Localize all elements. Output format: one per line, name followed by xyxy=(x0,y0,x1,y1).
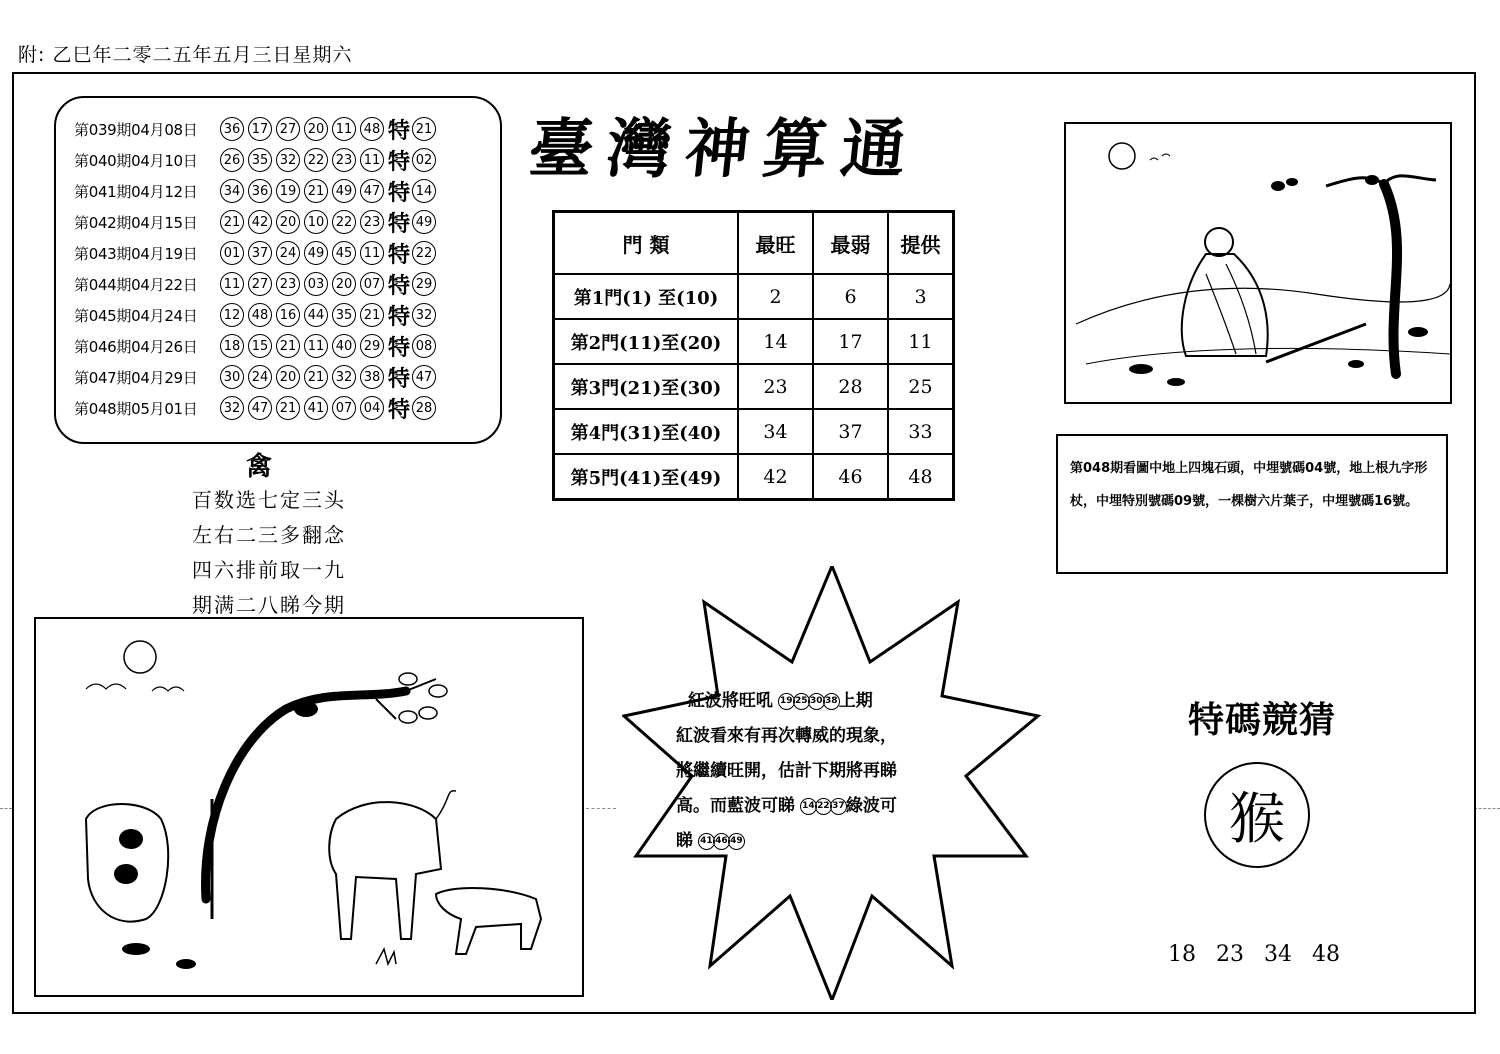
number-ball: 18 xyxy=(220,334,244,358)
result-row xyxy=(74,240,440,266)
special-ball: 02 xyxy=(412,148,436,172)
gate-strongest: 23 xyxy=(738,364,813,409)
draw-label: 第043期04月19日 xyxy=(74,244,198,263)
number-ball: 07 xyxy=(332,396,356,420)
special-ball: 14 xyxy=(412,179,436,203)
special-label: 特 xyxy=(388,179,411,206)
number-ball: 47 xyxy=(248,396,272,420)
number-ball: 21 xyxy=(220,210,244,234)
gate-row xyxy=(554,454,954,500)
gate-weakest: 46 xyxy=(813,454,888,500)
special-ball: 49 xyxy=(412,210,436,234)
gate-name: 第5門(41)至(49) xyxy=(554,454,739,500)
number-ball: 23 xyxy=(276,272,300,296)
monk-drawing xyxy=(1066,124,1450,402)
number-ball: 11 xyxy=(360,241,384,265)
guess-number: 48 xyxy=(1312,942,1340,967)
special-label: 特 xyxy=(388,272,411,299)
blue-wave-ball: 14 xyxy=(800,798,817,815)
number-ball: 11 xyxy=(304,334,328,358)
cattle-illustration xyxy=(34,617,584,997)
header-weakest: 最弱 xyxy=(813,212,888,275)
gate-row xyxy=(554,274,954,319)
gate-strongest: 34 xyxy=(738,409,813,454)
result-row xyxy=(74,271,440,297)
poem-line: 左右二三多翻念 xyxy=(192,523,346,547)
number-ball: 32 xyxy=(220,396,244,420)
number-ball: 41 xyxy=(304,396,328,420)
zodiac-sign: 猴 xyxy=(1229,787,1285,852)
number-ball: 38 xyxy=(360,365,384,389)
gate-provided: 48 xyxy=(888,454,954,500)
number-ball: 24 xyxy=(248,365,272,389)
number-ball: 12 xyxy=(220,303,244,327)
number-ball: 21 xyxy=(304,179,328,203)
wave-line-4-prefix: 高。而藍波可睇 xyxy=(676,796,795,816)
green-wave-ball: 49 xyxy=(728,833,745,850)
gate-name: 第3門(21)至(30) xyxy=(554,364,739,409)
gate-row xyxy=(554,409,954,454)
header-category: 門 類 xyxy=(554,212,739,275)
result-row xyxy=(74,395,440,421)
green-wave-ball: 46 xyxy=(713,833,730,850)
gate-strongest: 42 xyxy=(738,454,813,500)
number-ball: 27 xyxy=(248,272,272,296)
number-ball: 36 xyxy=(220,117,244,141)
number-ball: 45 xyxy=(332,241,356,265)
number-ball: 19 xyxy=(276,179,300,203)
guess-number: 23 xyxy=(1216,942,1244,967)
wave-line-4-suffix: 綠波可 xyxy=(845,796,897,816)
red-wave-ball: 30 xyxy=(808,693,825,710)
gate-provided: 11 xyxy=(888,319,954,364)
number-ball: 20 xyxy=(276,210,300,234)
number-ball: 34 xyxy=(220,179,244,203)
number-ball: 48 xyxy=(248,303,272,327)
number-ball: 47 xyxy=(360,179,384,203)
number-ball: 20 xyxy=(332,272,356,296)
gate-strongest: 14 xyxy=(738,319,813,364)
number-ball: 01 xyxy=(220,241,244,265)
special-ball: 28 xyxy=(412,396,436,420)
result-row xyxy=(74,333,440,359)
number-ball: 11 xyxy=(360,148,384,172)
special-label: 特 xyxy=(388,241,411,268)
gate-provided: 3 xyxy=(888,274,954,319)
result-row xyxy=(74,116,440,142)
page-title: 臺灣神算通 xyxy=(525,112,924,187)
draw-label: 第039期04月08日 xyxy=(74,120,198,139)
draw-label: 第044期04月22日 xyxy=(74,275,198,294)
draw-label: 第041期04月12日 xyxy=(74,182,198,201)
header-strongest: 最旺 xyxy=(738,212,813,275)
gate-weakest: 6 xyxy=(813,274,888,319)
draw-label: 第047期04月29日 xyxy=(74,368,198,387)
gate-row xyxy=(554,319,954,364)
number-ball: 32 xyxy=(276,148,300,172)
special-label: 特 xyxy=(388,396,411,423)
gates-table xyxy=(552,210,955,501)
number-ball: 22 xyxy=(332,210,356,234)
poem-title: 禽 xyxy=(246,452,273,482)
draw-label: 第045期04月24日 xyxy=(74,306,198,325)
result-row xyxy=(74,364,440,390)
poem-line: 四六排前取一九 xyxy=(192,558,346,582)
number-ball: 48 xyxy=(360,117,384,141)
gate-strongest: 2 xyxy=(738,274,813,319)
special-ball: 21 xyxy=(412,117,436,141)
poem-line: 期满二八睇今期 xyxy=(192,593,346,617)
guess-number: 18 xyxy=(1168,942,1196,967)
draw-label: 第046期04月26日 xyxy=(74,337,198,356)
header-date: 附: 乙巳年二零二五年五月三日星期六 xyxy=(18,44,353,66)
special-ball: 29 xyxy=(412,272,436,296)
wave-line-4 xyxy=(676,789,966,824)
result-row xyxy=(74,178,440,204)
draw-label: 第040期04月10日 xyxy=(74,151,198,170)
gate-name: 第1門(1) 至(10) xyxy=(554,274,739,319)
guess-numbers xyxy=(1168,942,1360,967)
wave-line-3: 將繼續旺開，估計下期將再睇 xyxy=(676,761,897,781)
number-ball: 11 xyxy=(332,117,356,141)
wave-line-2: 紅波看來有再次轉威的現象， xyxy=(676,726,897,746)
special-ball: 47 xyxy=(412,365,436,389)
number-ball: 21 xyxy=(276,396,300,420)
number-ball: 40 xyxy=(332,334,356,358)
special-ball: 22 xyxy=(412,241,436,265)
number-ball: 32 xyxy=(332,365,356,389)
red-wave-ball: 19 xyxy=(778,693,795,710)
number-ball: 23 xyxy=(332,148,356,172)
poem-line: 百数选七定三头 xyxy=(192,488,346,512)
number-ball: 26 xyxy=(220,148,244,172)
number-ball: 37 xyxy=(248,241,272,265)
number-ball: 21 xyxy=(304,365,328,389)
wave-analysis-text xyxy=(676,684,966,859)
gates-header-row xyxy=(554,212,954,275)
blue-wave-ball: 22 xyxy=(815,798,832,815)
wave-line-5-prefix: 睇 xyxy=(676,831,693,851)
number-ball: 11 xyxy=(220,272,244,296)
red-wave-ball: 25 xyxy=(793,693,810,710)
gate-row xyxy=(554,364,954,409)
number-ball: 10 xyxy=(304,210,328,234)
zodiac-circle xyxy=(1204,762,1310,868)
guess-title: 特碼競猜 xyxy=(1188,700,1337,741)
number-ball: 49 xyxy=(304,241,328,265)
special-label: 特 xyxy=(388,148,411,175)
number-ball: 20 xyxy=(304,117,328,141)
number-ball: 21 xyxy=(276,334,300,358)
number-ball: 29 xyxy=(360,334,384,358)
green-wave-ball: 41 xyxy=(698,833,715,850)
result-row xyxy=(74,209,440,235)
number-ball: 16 xyxy=(276,303,300,327)
fold-mark-left xyxy=(0,808,12,809)
number-ball: 15 xyxy=(248,334,272,358)
special-ball: 08 xyxy=(412,334,436,358)
fold-mark-right xyxy=(1474,808,1500,809)
number-ball: 21 xyxy=(360,303,384,327)
gate-name: 第2門(11)至(20) xyxy=(554,319,739,364)
special-label: 特 xyxy=(388,210,411,237)
gate-weakest: 28 xyxy=(813,364,888,409)
number-ball: 17 xyxy=(248,117,272,141)
number-ball: 03 xyxy=(304,272,328,296)
result-row xyxy=(74,147,440,173)
number-ball: 24 xyxy=(276,241,300,265)
monk-illustration xyxy=(1064,122,1452,404)
number-ball: 35 xyxy=(248,148,272,172)
gate-provided: 33 xyxy=(888,409,954,454)
wave-line-1-suffix: 上期 xyxy=(838,691,873,711)
draw-label: 第042期04月15日 xyxy=(74,213,198,232)
cattle-drawing xyxy=(36,619,582,995)
number-ball: 49 xyxy=(332,179,356,203)
number-ball: 20 xyxy=(276,365,300,389)
gate-provided: 25 xyxy=(888,364,954,409)
header-provided: 提供 xyxy=(888,212,954,275)
draw-label: 第048期05月01日 xyxy=(74,399,198,418)
gate-name: 第4門(31)至(40) xyxy=(554,409,739,454)
number-ball: 42 xyxy=(248,210,272,234)
number-ball: 44 xyxy=(304,303,328,327)
hint-text-box: 第048期看圖中地上四塊石頭，中埋號碼04號，地上根九字形杖，中埋特別號碼09號，一棵樹六片葉子，中埋號碼16號。 xyxy=(1056,434,1448,574)
number-ball: 35 xyxy=(332,303,356,327)
wave-line-5 xyxy=(676,824,966,859)
red-wave-ball: 38 xyxy=(823,693,840,710)
gate-weakest: 17 xyxy=(813,319,888,364)
past-results-panel xyxy=(54,96,502,444)
special-ball: 32 xyxy=(412,303,436,327)
special-label: 特 xyxy=(388,365,411,392)
wave-line-1 xyxy=(676,684,966,719)
number-ball: 36 xyxy=(248,179,272,203)
number-ball: 07 xyxy=(360,272,384,296)
wave-line-1-prefix: 紅波將旺吼 xyxy=(687,691,773,711)
blue-wave-ball: 37 xyxy=(830,798,847,815)
number-ball: 30 xyxy=(220,365,244,389)
special-label: 特 xyxy=(388,334,411,361)
special-label: 特 xyxy=(388,303,411,330)
number-ball: 27 xyxy=(276,117,300,141)
number-ball: 04 xyxy=(360,396,384,420)
result-row xyxy=(74,302,440,328)
guess-number: 34 xyxy=(1264,942,1292,967)
gate-weakest: 37 xyxy=(813,409,888,454)
number-ball: 22 xyxy=(304,148,328,172)
number-ball: 23 xyxy=(360,210,384,234)
special-label: 特 xyxy=(388,117,411,144)
